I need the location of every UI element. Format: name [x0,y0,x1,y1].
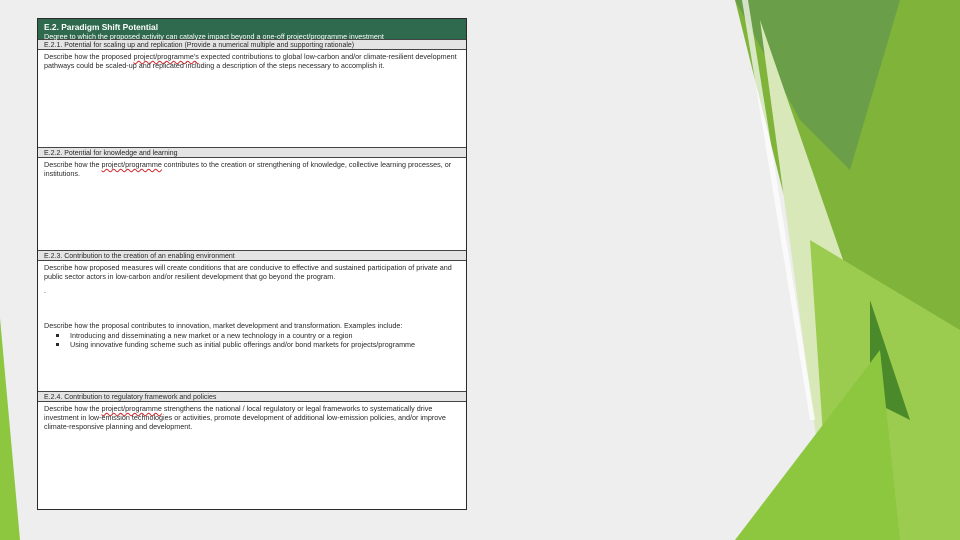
section-e23 [38,250,466,391]
section-body [38,50,466,147]
document-header [38,19,466,39]
body-text: strengthens the national / local regulatory or legal frameworks to systematically drive investment in low-emission technologies or activities, promote development of additional low-emission policies, and/or improve climate-responsive planning and development. [44,404,446,431]
document-title: E.2. Paradigm Shift Potential [44,22,159,32]
bullet-item: Introducing and disseminating a new market or a new technology in a country or a region [70,331,460,340]
section-e22 [38,147,466,250]
body-dot: . [44,286,46,295]
spellcheck-underlined-word: project/programme [101,404,162,413]
spellcheck-underlined-word: project/programme’s [133,52,199,61]
body-text: Describe how the [44,160,102,169]
section-heading: E.2.2. Potential for knowledge and learning [38,147,466,158]
green-triangle-left [0,318,20,540]
section-e24 [38,391,466,433]
body-text: contributes to the creation or strengthening of knowledge, collective learning processes, or institutions. [44,160,452,178]
section-body [38,261,466,391]
body-text: Describe how the [44,404,102,413]
body-text: Describe how the proposed [44,52,134,61]
body-text: expected contributions to global low-carbon and/or climate-resilient development pathways could be scaled-up and replicated including a description of the steps necessary to accomplish it. [44,52,457,70]
bullet-list [44,331,460,349]
body-text: Describe how proposed measures will create conditions that are conducive to effective and sustained participation of private and public sector actors in low-carbon and/or resilient development that go beyond the program. [44,263,452,281]
body-intro: Describe how the proposal contributes to innovation, market development and transformation. Examples include: [44,321,403,330]
document-subtitle: Degree to which the proposed activity can catalyze impact beyond a one-off project/programme investment [44,32,384,41]
section-body [38,158,466,250]
section-body [38,402,466,433]
section-e21 [38,39,466,147]
bullet-item: Using innovative funding scheme such as initial public offerings and/or bond markets for projects/programme [70,340,460,349]
section-heading: E.2.4. Contribution to regulatory framework and policies [38,391,466,402]
section-heading: E.2.1. Potential for scaling up and replication (Provide a numerical multiple and supporting rationale) [38,39,466,50]
section-heading: E.2.3. Contribution to the creation of an enabling environment [38,250,466,261]
spellcheck-underlined-word: project/programme [101,160,162,169]
proposal-document-image [37,18,467,510]
